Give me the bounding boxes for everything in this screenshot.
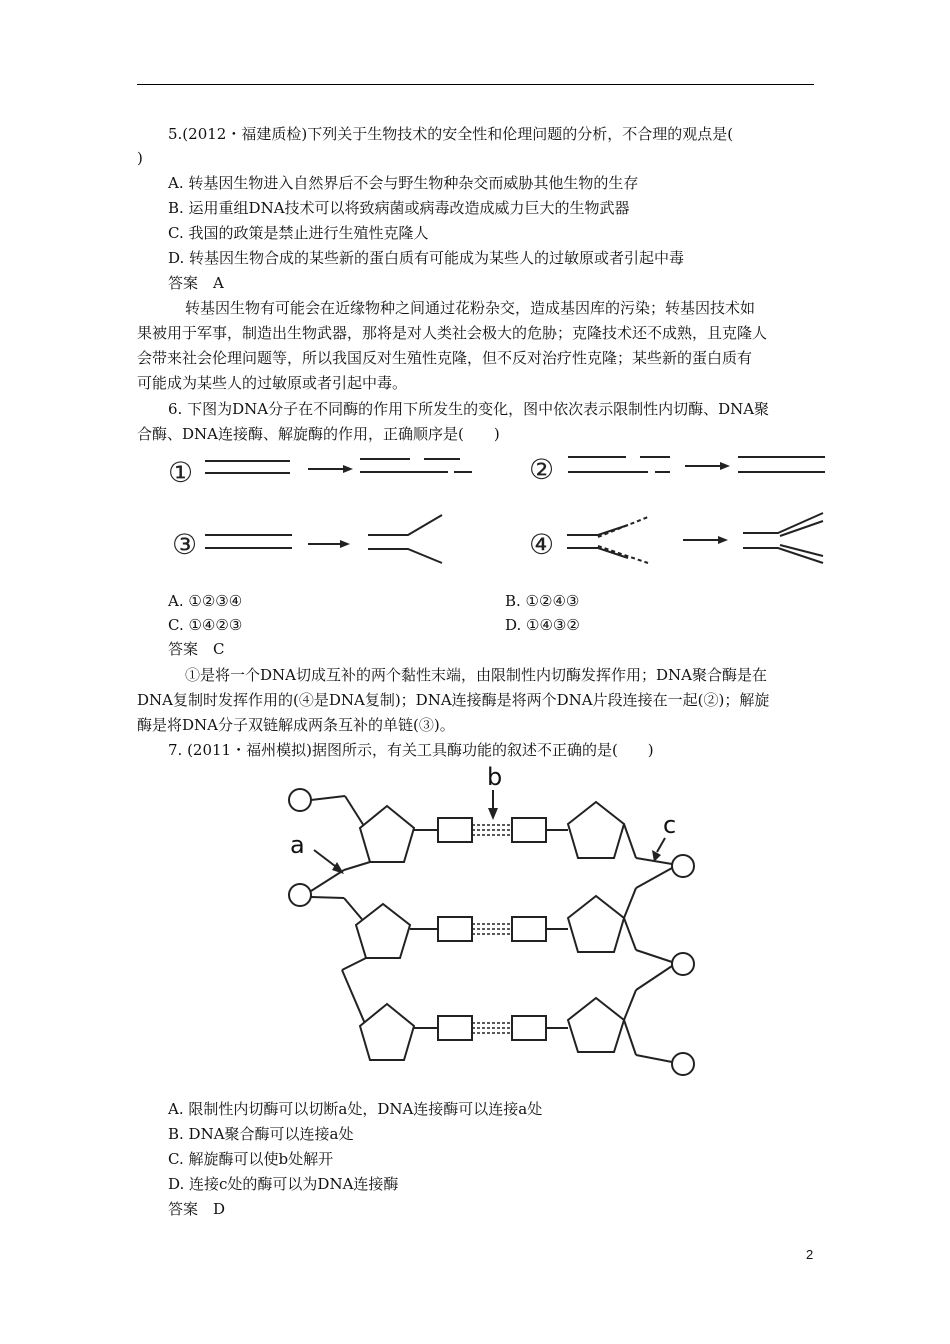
q6-explanation-line: ①是将一个DNA切成互补的两个黏性末端，由限制性内切酶发挥作用；DNA聚合酶是在 bbox=[185, 666, 767, 684]
panel-label-3: ③ bbox=[172, 528, 198, 561]
q5-explanation-line: 果被用于军事，制造出生物武器，那将是对人类社会极大的危胁；克隆技术还不成熟，且克隆人 bbox=[137, 324, 768, 342]
label-b: b bbox=[487, 763, 503, 791]
q6-option-d: D. ①④③② bbox=[505, 616, 580, 634]
q6-option-c: C. ①④②③ bbox=[168, 616, 243, 634]
q6-stem: 6. 下图为DNA分子在不同酶的作用下所发生的变化，图中依次表示限制性内切酶、DNA聚 bbox=[168, 400, 770, 418]
q5-answer: 答案 A bbox=[168, 274, 224, 292]
q6-explanation-line: 酶是将DNA分子双链解成两条互补的单链(③)。 bbox=[137, 716, 455, 734]
q5-option-a: A. 转基因生物进入自然界后不会与野生物种杂交而威胁其他生物的生存 bbox=[168, 174, 639, 192]
label-c: c bbox=[663, 811, 677, 839]
q7-option-d: D. 连接c处的酶可以为DNA连接酶 bbox=[168, 1175, 399, 1193]
page-number: 2 bbox=[806, 1247, 814, 1262]
q5-explanation-line: 会带来社会伦理问题等，所以我国反对生殖性克隆，但不反对治疗性克隆；某些新的蛋白质有 bbox=[137, 349, 753, 367]
q6-explanation-line: DNA复制时发挥作用的(④是DNA复制)；DNA连接酶是将两个DNA片段连接在一起(②)；解旋 bbox=[137, 691, 770, 709]
q5-stem-cont: ) bbox=[137, 149, 143, 167]
q5-option-d: D. 转基因生物合成的某些新的蛋白质有可能成为某些人的过敏原或者引起中毒 bbox=[168, 249, 685, 267]
panel-label-4: ④ bbox=[529, 528, 555, 561]
q6-answer: 答案 C bbox=[168, 640, 225, 658]
q5-stem: 5.(2012・福建质检)下列关于生物技术的安全性和伦理问题的分析，不合理的观点是( bbox=[168, 125, 734, 143]
q5-explanation-line: 可能成为某些人的过敏原或者引起中毒。 bbox=[137, 374, 408, 392]
panel-label-2: ② bbox=[529, 453, 555, 486]
q7-option-a: A. 限制性内切酶可以切断a处，DNA连接酶可以连接a处 bbox=[168, 1100, 543, 1118]
label-a: a bbox=[290, 831, 305, 859]
panel-label-1: ① bbox=[168, 456, 194, 489]
q7-option-b: B. DNA聚合酶可以连接a处 bbox=[168, 1125, 354, 1143]
q5-explanation-line: 转基因生物有可能会在近缘物种之间通过花粉杂交，造成基因库的污染；转基因技术如 bbox=[185, 299, 756, 317]
q5-option-c: C. 我国的政策是禁止进行生殖性克隆人 bbox=[168, 224, 429, 242]
q6-option-b: B. ①②④③ bbox=[505, 592, 580, 610]
q7-stem: 7. (2011・福州模拟)据图所示，有关工具酶功能的叙述不正确的是( ) bbox=[168, 741, 654, 759]
q6-stem-cont: 合酶、DNA连接酶、解旋酶的作用，正确顺序是( ) bbox=[137, 425, 500, 443]
q7-option-c: C. 解旋酶可以使b处解开 bbox=[168, 1150, 334, 1168]
q5-option-b: B. 运用重组DNA技术可以将致病菌或病毒改造成威力巨大的生物武器 bbox=[168, 199, 630, 217]
q6-option-a: A. ①②③④ bbox=[168, 592, 243, 610]
q7-answer: 答案 D bbox=[168, 1200, 226, 1218]
